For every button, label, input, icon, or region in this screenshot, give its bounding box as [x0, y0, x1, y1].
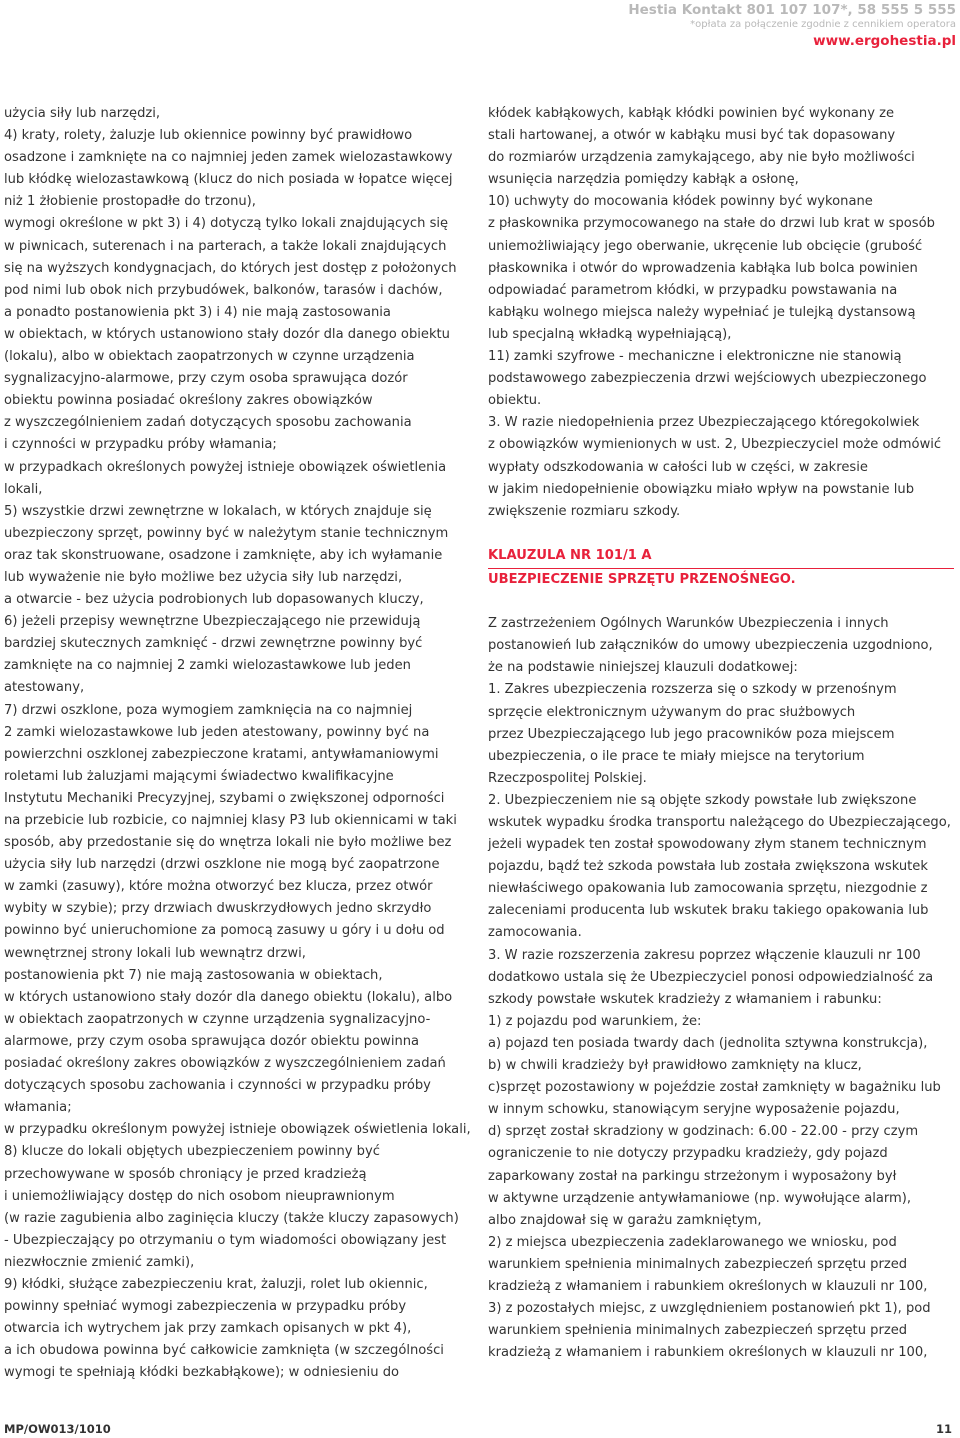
text-line: 2) z miejsca ubezpieczenia zadeklarowanego we wniosku, pod [488, 1234, 897, 1250]
text-line: 5) wszystkie drzwi zewnętrzne w lokalach, w których znajduje się [4, 503, 432, 519]
text-line: w jakim niedopełnienie obowiązku miało wpływ na powstanie lub [488, 481, 915, 497]
text-line: przez Ubezpieczającego lub jego pracowników poza miejscem [488, 726, 895, 742]
text-line: z obowiązków wymienionych w ust. 2, Ubezpieczyciel może odmówić [488, 437, 942, 453]
text-line: 1. Zakres ubezpieczenia rozszerza się o szkody w przenośnym [488, 682, 897, 698]
website-link[interactable]: www.ergohestia.pl [813, 33, 956, 49]
text-line: dotyczących sposobu zachowania i czynności w przypadku próby [4, 1078, 431, 1094]
text-line: atestowany, [4, 680, 85, 696]
text-line: kradzieżą z włamaniem i rabunkiem określonych w klauzuli nr 100, [488, 1278, 928, 1294]
text-line: wewnętrznej strony lokali lub wewnątrz drzwi, [4, 945, 306, 961]
text-line: 11) zamki szyfrowe - mechaniczne i elektroniczne nie stanowią [488, 349, 902, 365]
text-line: a ponadto postanowienia pkt 3) i 4) nie mają zastosowania [4, 304, 391, 320]
text-line: kabłąku wolnego miejsca należy wypełniać je tulejką dystansową [488, 304, 916, 320]
text-line: w innym schowku, stanowiącym seryjne wyposażenie pojazdu, [488, 1102, 900, 1118]
text-line: powinny spełniać wymogi zabezpieczenia w przypadku próby [4, 1299, 407, 1315]
text-line: lokali, [4, 481, 43, 497]
text-line: ubezpieczenia, o ile prace te miały miejsce na terytorium [488, 748, 865, 764]
text-line: przechowywane w sposób chroniący je przed kradzieżą [4, 1166, 367, 1182]
text-line: warunkiem spełnienia minimalnych zabezpieczeń sprzętu przed [488, 1256, 908, 1272]
text-line: niewłaściwego opakowania lub zamocowania sprzętu, niezgodnie z [488, 881, 928, 897]
text-line: sposób, aby przedostanie się do wnętrza lokali nie było możliwe bez [4, 835, 452, 851]
text-line: a) pojazd ten posiada twardy dach (jednolita sztywna konstrukcja), [488, 1035, 928, 1051]
clause-title-heading: UBEZPIECZENIE SPRZĘTU PRZENOŚNEGO. [488, 571, 796, 587]
document-code: MP/OW013/1010 [4, 1422, 111, 1436]
text-line: obiektu powinna posiadać określony zakres obowiązków [4, 393, 373, 409]
text-line: i uniemożliwiający dostęp do nich osobom nieuprawnionym [4, 1188, 395, 1204]
text-line: postanowienia pkt 7) nie mają zastosowania w obiektach, [4, 967, 383, 983]
text-line: lub kłódkę wielozastawkową (klucz do nich posiada w łopatce więcej [4, 172, 453, 188]
text-line: kłódek kabłąkowych, kabłąk kłódki powinien być wykonany ze [488, 106, 895, 121]
text-line: niezwłocznie zmienić zamki), [4, 1254, 195, 1270]
text-line: 3) z pozostałych miejsc, z uwzględnieniem postanowień pkt 1), pod [488, 1301, 931, 1317]
text-line: w obiektach zaopatrzonych w czynne urządzenia sygnalizacyjno- [4, 1011, 431, 1027]
text-line: osadzone i zamknięte na co najmniej jeden zamek wielozastawkowy [4, 150, 453, 166]
right-text-top [488, 103, 958, 523]
right-text-bottom [488, 613, 958, 1364]
contact-fee-note: *opłata za połączenie zgodnie z cennikiem operatora [690, 19, 956, 30]
text-line: zwiększenie rozmiaru szkody. [488, 503, 681, 519]
text-line: na przebicie lub rozbicie, co najmniej klasy P3 lub okiennicami w taki [4, 813, 457, 828]
text-line: sygnalizacyjno-alarmowe, przy czym osoba sprawująca dozór [4, 371, 408, 387]
text-line: (lokalu), albo w obiektach zaopatrzonych w czynne urządzenia [4, 349, 415, 365]
text-line: dodatkowo ustala się że Ubezpieczyciel ponosi odpowiedzialność za [488, 969, 934, 985]
text-line: lub specjalną wkładką wypełniającą), [488, 326, 732, 342]
text-line: że na podstawie niniejszej klauzuli dodatkowej: [488, 660, 798, 676]
text-line: użycia siły lub narzędzi, [4, 106, 161, 121]
text-line: zaleceniami producenta lub wskutek braku takiego opakowania lub [488, 903, 929, 919]
text-line: wymogi określone w pkt 3) i 4) dotyczą tylko lokali znajdujących się [4, 216, 449, 232]
text-line: pod nimi lub obok nich przybudówek, balkonów, tarasów i dachów, [4, 282, 443, 298]
text-line: z płaskownika przymocowanego na stałe do drzwi lub krat w sposób [488, 216, 935, 232]
text-line: zamocowania. [488, 925, 582, 941]
text-line: postanowień lub załączników do umowy ubezpieczenia uzgodniono, [488, 638, 933, 654]
text-line: w piwnicach, suterenach i na parterach, a także lokali znajdujących [4, 238, 447, 254]
text-line: ograniczenie to nie dotyczy przypadku kradzieży, gdy pojazd [488, 1146, 888, 1162]
text-line: a otwarcie - bez użycia podrobionych lub dopasowanych kluczy, [4, 592, 424, 608]
text-line: wypłaty odszkodowania w całości lub w części, w zakresie [488, 459, 868, 475]
text-line: posiadać określony zakres obowiązków z wyszczególnieniem zadań [4, 1056, 446, 1072]
text-line: a ich obudowa powinna być całkowicie zamknięta (w szczególności [4, 1343, 444, 1359]
text-line: bardziej skutecznych zamknięć - drzwi zewnętrzne powinny być [4, 636, 423, 652]
text-line: otwarcia ich wytrychem jak przy zamkach opisanych w pkt 4), [4, 1321, 412, 1337]
text-line: lub wyważenie nie było możliwe bez użycia siły lub narzędzi, [4, 569, 403, 585]
text-line: alarmowe, przy czym osoba sprawująca dozór obiektu powinna [4, 1033, 420, 1049]
text-line: powinno być unieruchomione za pomocą zasuwy u góry i u dołu od [4, 923, 445, 939]
text-line: niż 1 żłobienie prostopadłe do trzonu), [4, 194, 256, 210]
text-line: obiektu. [488, 393, 542, 409]
text-line: stali hartowanej, a otwór w kabłąku musi być tak dopasowany [488, 128, 896, 144]
page-header [628, 2, 956, 50]
page-number: 11 [935, 1422, 952, 1436]
text-line: w aktywne urządzenie antywłamaniowe (np. wywołujące alarm), [488, 1190, 912, 1206]
text-line: 10) uchwyty do mocowania kłódek powinny być wykonane [488, 194, 873, 210]
text-line: się na wyższych kondygnacjach, do których jest dostęp z położonych [4, 260, 457, 276]
right-text-column [488, 103, 958, 1364]
text-line: płaskownika i otwór do wprowadzenia kabłąka lub bolca powinien [488, 260, 918, 276]
text-line: 2 zamki wielozastawkowe lub jeden atestowany, powinny być na [4, 724, 430, 740]
text-line: 8) klucze do lokali objętych ubezpieczeniem powinny być [4, 1144, 380, 1160]
text-line: 9) kłódki, służące zabezpieczeniu krat, żaluzji, rolet lub okiennic, [4, 1276, 428, 1292]
text-line: wskutek wypadku środka transportu należącego do Ubezpieczającego, [488, 815, 951, 830]
text-line: (w razie zagubienia albo zaginięcia kluczy (także kluczy zapasowych) [4, 1210, 459, 1226]
text-line: c)sprzęt pozostawiony w pojeździe został zamknięty w bagażniku lub [488, 1080, 941, 1096]
text-line: b) w chwili kradzieży był prawidłowo zamknięty na klucz, [488, 1058, 862, 1074]
text-line: zamknięte na co najmniej 2 zamki wielozastawkowe lub jeden [4, 658, 411, 674]
text-line: w przypadkach określonych powyżej istnieje obowiązek oświetlenia [4, 459, 447, 475]
text-line: Rzeczpospolitej Polskiej. [488, 770, 647, 786]
text-line: albo znajdował się w garażu zamkniętym, [488, 1212, 762, 1228]
text-line: podstawowego zabezpieczenia drzwi wejściowych ubezpieczonego [488, 371, 927, 387]
text-line: kradzieżą z włamaniem i rabunkiem określonych w klauzuli nr 100, [488, 1345, 928, 1361]
text-line: 1) z pojazdu pod warunkiem, że: [488, 1013, 702, 1029]
text-line: 3. W razie rozszerzenia zakresu poprzez włączenie klauzuli nr 100 [488, 947, 921, 963]
text-line: wymogi te spełniają kłódki bezkabłąkowe); w odniesieniu do [4, 1365, 400, 1381]
text-line: w zamki (zasuwy), które można otworzyć bez klucza, przez otwór [4, 879, 433, 895]
text-line: do rozmiarów urządzenia zamykającego, aby nie było możliwości [488, 150, 915, 166]
text-line: odpowiadać parametrom kłódki, w przypadku powstawania na [488, 282, 898, 298]
text-line: użycia siły lub narzędzi (drzwi oszklone nie mogą być zaopatrzone [4, 857, 440, 873]
text-line: d) sprzęt został skradziony w godzinach: 6.00 - 22.00 - przy czym [488, 1124, 919, 1140]
text-line: włamania; [4, 1100, 72, 1116]
text-line: i czynności w przypadku próby włamania; [4, 437, 277, 453]
text-line: z wyszczególnieniem zadań dotyczących sposobu zachowania [4, 415, 412, 431]
text-line: uniemożliwiający jego oberwanie, ukręcenie lub obcięcie (grubość [488, 238, 923, 254]
text-line: 4) kraty, rolety, żaluzje lub okiennice powinny być prawidłowo [4, 128, 413, 144]
text-line: sprzęcie elektronicznym używanym do prac służbowych [488, 704, 856, 720]
text-line: szkody powstałe wskutek kradzieży z włamaniem i rabunku: [488, 991, 882, 1007]
text-line: pojazdu, bądź też szkoda powstała lub została zwiększona wskutek [488, 859, 928, 875]
text-line: Z zastrzeżeniem Ogólnych Warunków Ubezpieczenia i innych [488, 616, 889, 632]
text-line: powierzchni oszklonej zabezpieczone kratami, antywłamaniowymi [4, 746, 439, 762]
text-line: 7) drzwi oszklone, poza wymogiem zamknięcia na co najmniej [4, 702, 413, 718]
text-line: jeżeli wypadek ten został spowodowany złym stanem technicznym [488, 837, 927, 853]
text-line: - Ubezpieczający po otrzymaniu o tym wiadomości obowiązany jest [4, 1232, 447, 1248]
text-line: wsunięcia narzędzia pomiędzy kabłąk a osłonę, [488, 172, 799, 188]
text-line: warunkiem spełnienia minimalnych zabezpieczeń sprzętu przed [488, 1323, 908, 1339]
text-line: w obiektach, w których ustanowiono stały dozór dla danego obiektu [4, 326, 450, 342]
clause-number-heading: KLAUZULA NR 101/1 A [488, 547, 652, 563]
text-line: 6) jeżeli przepisy wewnętrzne Ubezpieczającego nie przewidują [4, 614, 421, 630]
text-line: Instytutu Mechaniki Precyzyjnej, szybami o zwiększonej odporności [4, 790, 445, 806]
text-line: roletami lub żaluzjami mającymi świadectwo kwalifikacyjne [4, 768, 394, 784]
left-text-column [4, 103, 470, 1384]
text-line: oraz tak skonstruowane, osadzone i zamknięte, aby ich wyłamanie [4, 547, 443, 563]
text-line: zaparkowany został na parkingu strzeżonym i wyposażony był [488, 1168, 897, 1184]
text-line: 2. Ubezpieczeniem nie są objęte szkody powstałe lub zwiększone [488, 792, 917, 808]
text-line: 3. W razie niedopełnienia przez Ubezpieczającego któregokolwiek [488, 415, 920, 431]
contact-phone-line: Hestia Kontakt 801 107 107*, 58 555 5 555 [628, 2, 956, 18]
text-line: ubezpieczony sprzęt, powinny być w należytym stanie technicznym [4, 525, 449, 541]
text-line: wybity w szybie); przy drzwiach dwuskrzydłowych jedno skrzydło [4, 901, 432, 917]
text-line: w których ustanowiono stały dozór dla danego obiektu (lokalu), albo [4, 989, 453, 1005]
text-line: w przypadku określonym powyżej istnieje obowiązek oświetlenia lokali, [4, 1122, 471, 1138]
